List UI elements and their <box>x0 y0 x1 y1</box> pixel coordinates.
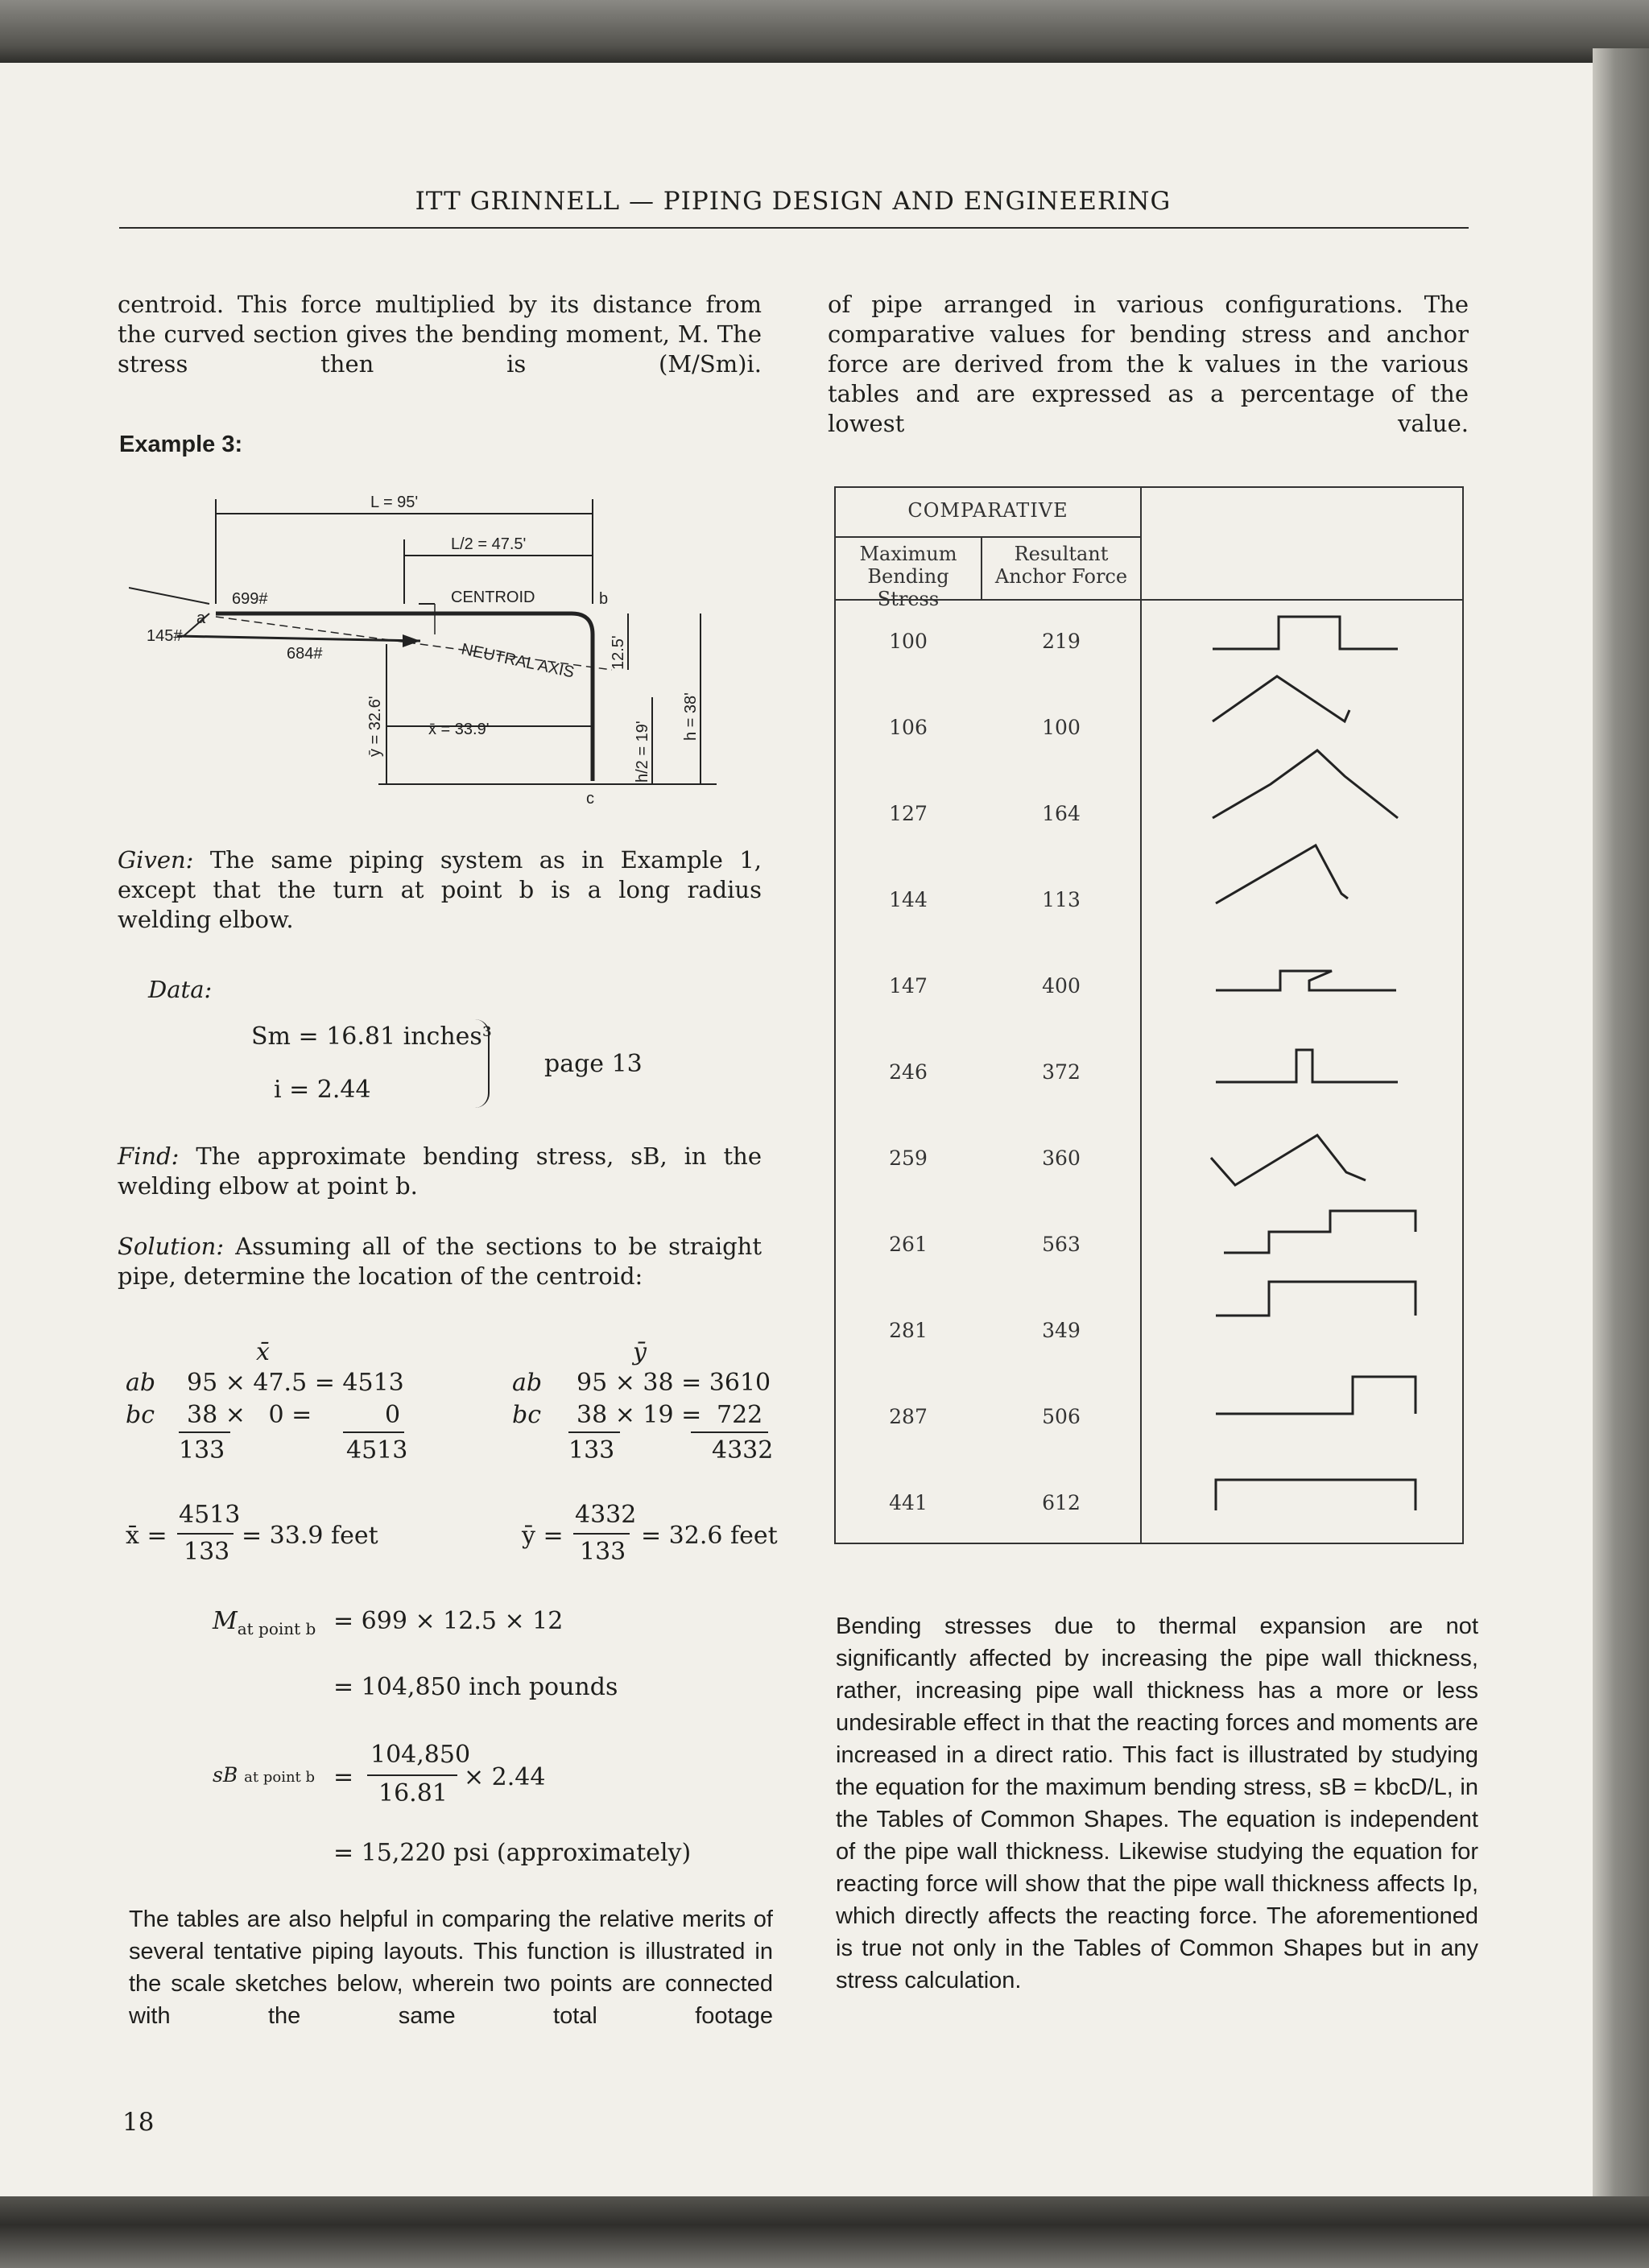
stress-fraction-bar <box>367 1774 457 1776</box>
right-closing-paragraph: Bending stresses due to thermal expansion are not significantly affected by increasing the pipe wall thickness, rather, increasing pipe wall thickness has a more or less undesirable effect in that the reacting forces and moments are increased in a direct ratio. This fact is illustrated by studying the equation for the maximum bending stress, sB = kbcD/L, in the Tables of Common Shapes. The equation is independent of the pipe wall thickness. Likewise studying the equation for reacting force will show that the pipe wall thickness affects Ip, which directly affects the reacting force. The aforementioned is true not only in the Tables of Common Shapes but in any stress calculation. <box>836 1613 1478 1993</box>
label-centroid: CENTROID <box>451 589 535 606</box>
sketch-2-pipe-icon <box>1213 676 1349 721</box>
row-5-force: 400 <box>1042 974 1081 998</box>
ysum-left: 133 <box>568 1436 615 1464</box>
stress-symbol: sB <box>213 1763 238 1787</box>
ysum-right: 4332 <box>712 1436 774 1464</box>
solution-text: Assuming all of the sections to be straight pipe, determine the location of the centroid: <box>118 1233 763 1290</box>
row-8-force: 563 <box>1042 1233 1081 1256</box>
moment-symbol: M <box>213 1607 238 1635</box>
ybar-column-head: ȳ <box>633 1338 647 1366</box>
solution-label: Solution: <box>118 1233 225 1260</box>
row-1-force: 219 <box>1042 630 1081 653</box>
yrow-ab-label: ab <box>512 1369 543 1397</box>
label-h: h = 38' <box>682 692 700 741</box>
example-3-figure <box>129 483 741 821</box>
stress-result: = 15,220 psi (approximately) <box>333 1839 692 1867</box>
page-number: 18 <box>122 2108 155 2137</box>
label-neutral-axis: NEUTRAL AXIS <box>459 640 577 682</box>
comparative-table <box>834 486 1464 1544</box>
row-7-stress: 259 <box>889 1146 928 1170</box>
xsum-rule-left <box>179 1431 230 1433</box>
find-text: The approximate bending stress, sB, in the welding elbow at point b. <box>118 1142 762 1200</box>
stress-equals: = <box>333 1763 354 1791</box>
ybar-eq-rhs: = 32.6 feet <box>641 1522 778 1550</box>
yrow-bc-label: bc <box>512 1401 542 1429</box>
row-5-stress: 147 <box>889 974 928 998</box>
sketch-7-pipe-icon <box>1211 1135 1366 1185</box>
title-rule <box>836 536 1140 538</box>
given-label: Given: <box>118 846 194 874</box>
xbar-eq-den: 133 <box>184 1538 230 1566</box>
sketch-5-pipe-icon <box>1216 971 1396 990</box>
i-equation: i = 2.44 <box>274 1076 371 1104</box>
xrow-ab-label: ab <box>126 1369 156 1397</box>
label-ybar: ȳ = 32.6' <box>366 696 384 757</box>
yrow-ab-expr: 95 × 38 = 3610 <box>577 1369 771 1397</box>
label-684: 684# <box>287 645 323 663</box>
label-c: c <box>586 790 594 808</box>
right-intro-paragraph: of pipe arranged in various configurations. The comparative values for bending stress and anchor force are derived from the k values in the various tables and are expressed as a percentage of the lowest value. <box>828 291 1469 437</box>
sketch-11-pipe-icon <box>1216 1480 1415 1510</box>
label-h2: h/2 = 19' <box>634 721 651 783</box>
sm-equation: Sm = 16.81 inches³ <box>251 1022 492 1051</box>
row-9-force: 349 <box>1042 1319 1081 1342</box>
stress-lhs <box>213 1763 315 1787</box>
row-1-stress: 100 <box>889 630 928 653</box>
xbar-eq-rhs: = 33.9 feet <box>242 1522 378 1550</box>
stress-multiplier: × 2.44 <box>464 1763 546 1791</box>
row-10-stress: 287 <box>889 1405 928 1428</box>
row-7-force: 360 <box>1042 1146 1081 1170</box>
sketch-4-pipe-icon <box>1216 845 1348 903</box>
label-145: 145# <box>147 627 183 645</box>
header-col-divider <box>981 538 982 601</box>
row-2-force: 100 <box>1042 716 1081 739</box>
col-header-force: Resultant Anchor Force <box>994 543 1128 588</box>
given-paragraph <box>118 845 762 935</box>
row-6-stress: 246 <box>889 1060 928 1084</box>
row-6-force: 372 <box>1042 1060 1081 1084</box>
xrow-bc-value: 0 <box>385 1401 401 1429</box>
xbar-eq-bar <box>177 1533 234 1535</box>
ybar-eq-num: 4332 <box>575 1501 637 1529</box>
row-3-force: 164 <box>1042 802 1081 825</box>
row-8-stress: 261 <box>889 1233 928 1256</box>
left-closing-paragraph: The tables are also helpful in comparing the relative merits of several tentative piping layouts. This function is illustrated in the scale sketches below, wherein two points are connected with the same total footage <box>129 1907 773 2029</box>
row-3-stress: 127 <box>889 802 928 825</box>
left-intro-paragraph: centroid. This force multiplied by its distance from the curved section gives the bending moment, M. The stress then is (M/Sm)i. <box>118 291 762 378</box>
page-reference: page 13 <box>544 1050 643 1078</box>
stress-numerator: 104,850 <box>370 1741 471 1769</box>
piping-sketches <box>1142 601 1462 1543</box>
label-699: 699# <box>232 590 268 608</box>
right-scan-edge <box>1593 48 1649 2222</box>
row-11-stress: 441 <box>889 1491 928 1514</box>
data-brace <box>472 1019 490 1108</box>
sketch-3-pipe-icon <box>1213 750 1398 818</box>
xbar-eq-lhs: x̄ = <box>126 1522 167 1550</box>
data-label: Data: <box>148 976 213 1003</box>
ysum-rule-left <box>568 1431 620 1433</box>
running-header: ITT GRINNELL — PIPING DESIGN AND ENGINEERING <box>415 187 1172 216</box>
sketch-8-pipe-icon <box>1224 1211 1415 1253</box>
header-rule <box>119 227 1469 229</box>
xrow-bc-expr: 38 × 0 = <box>187 1401 312 1429</box>
sketch-10-pipe-icon <box>1216 1377 1415 1414</box>
top-scan-border <box>0 0 1649 64</box>
stress-denominator: 16.81 <box>378 1779 448 1807</box>
xbar-eq-num: 4513 <box>179 1501 241 1529</box>
label-xbar: x̄ = 33.9' <box>428 721 490 738</box>
row-9-stress: 281 <box>889 1319 928 1342</box>
sketch-9-pipe-icon <box>1216 1282 1415 1316</box>
xsum-right: 4513 <box>346 1436 408 1464</box>
force-699-line <box>129 588 209 604</box>
xrow-bc-label: bc <box>126 1401 155 1429</box>
col-header-stress: Maximum Bending Stress <box>859 543 957 610</box>
moment-expression: = 699 × 12.5 × 12 <box>333 1607 564 1635</box>
stress-subscript: at point b <box>244 1769 316 1786</box>
xrow-ab-expr: 95 × 47.5 = 4513 <box>187 1369 404 1397</box>
xsum-rule-right <box>343 1431 404 1433</box>
example-heading: Example 3: <box>119 432 243 457</box>
moment-result: = 104,850 inch pounds <box>333 1673 618 1701</box>
given-text: The same piping system as in Example 1, except that the turn at point b is a long radius welding elbow. <box>118 846 762 933</box>
sketch-6-pipe-icon <box>1216 1050 1398 1082</box>
yrow-bc-expr: 38 × 19 = <box>577 1401 702 1429</box>
ybar-eq-den: 133 <box>580 1538 626 1566</box>
label-l: L = 95' <box>370 494 419 511</box>
solution-paragraph <box>118 1232 762 1291</box>
table-title: COMPARATIVE <box>907 499 1068 522</box>
find-label: Find: <box>118 1142 180 1170</box>
label-12-5: 12.5' <box>610 635 627 670</box>
moment-lhs <box>213 1607 316 1638</box>
label-b: b <box>599 590 609 608</box>
bottom-scan-border <box>0 2196 1649 2268</box>
row-4-force: 113 <box>1042 888 1081 911</box>
sketch-1-pipe-icon <box>1213 617 1398 649</box>
find-paragraph <box>118 1142 762 1201</box>
row-10-force: 506 <box>1042 1405 1081 1428</box>
force-684-arrow <box>177 636 420 641</box>
row-11-force: 612 <box>1042 1491 1081 1514</box>
label-l2: L/2 = 47.5' <box>451 535 527 553</box>
row-2-stress: 106 <box>889 716 928 739</box>
row-4-stress: 144 <box>889 888 928 911</box>
yrow-bc-value: 722 <box>717 1401 763 1429</box>
ysum-rule-right <box>691 1431 768 1433</box>
ybar-eq-lhs: ȳ = <box>522 1522 564 1550</box>
xsum-left: 133 <box>179 1436 225 1464</box>
moment-subscript: at point b <box>237 1619 316 1638</box>
ybar-eq-bar <box>573 1533 630 1535</box>
xbar-column-head: x̄ <box>256 1338 270 1366</box>
label-a: a <box>196 609 206 627</box>
